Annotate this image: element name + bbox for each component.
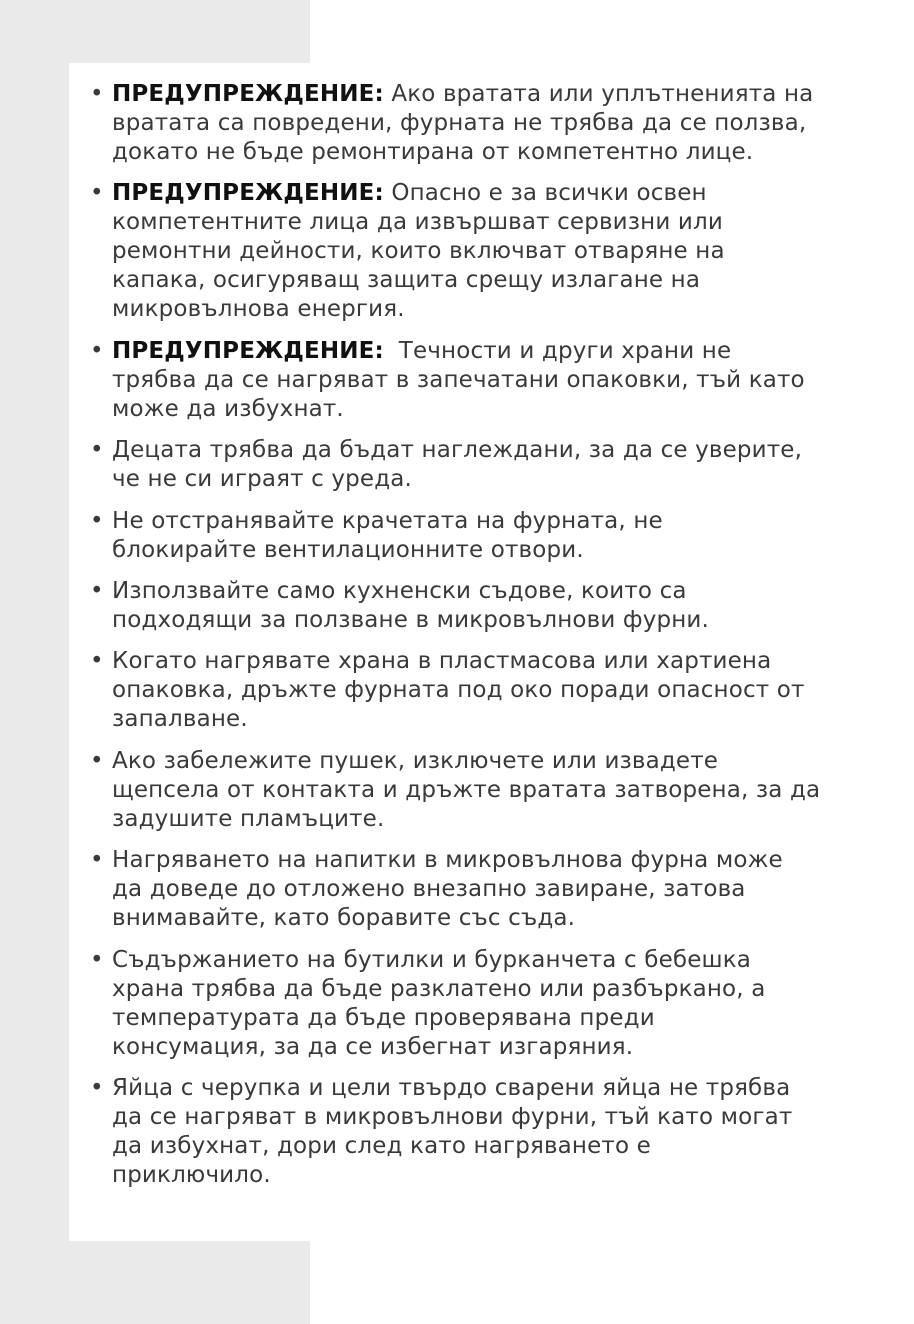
warning-text-line: Съдържанието на бутилки и бурканчета с бебешка <box>112 946 752 973</box>
warning-text-line: докато не бъде ремонтирана от компетентно лице. <box>112 139 754 165</box>
bullet-icon: • <box>90 747 104 774</box>
warning-label: ПРЕДУПРЕЖДЕНИЕ: <box>112 180 384 207</box>
warning-label: ПРЕДУПРЕЖДЕНИЕ: <box>112 337 384 364</box>
warning-text-line: Опасно е за всички освен <box>383 180 707 207</box>
warning-label: ПРЕДУПРЕЖДЕНИЕ: <box>112 81 384 107</box>
warning-item <box>90 1074 890 1190</box>
warning-text-line: приключило. <box>112 1161 271 1188</box>
bullet-icon: • <box>90 437 104 464</box>
warning-item <box>90 647 890 734</box>
warning-text-line: температурата да бъде проверявана преди <box>112 1004 655 1031</box>
bullet-icon: • <box>90 648 104 675</box>
warning-item <box>90 577 890 635</box>
warning-text-line: ремонтни дейности, които включват отваряне на <box>112 238 725 265</box>
warning-item <box>90 747 890 834</box>
warning-item <box>90 946 890 1062</box>
warning-text-line: Не отстранявайте крачетата на фурната, не <box>112 507 663 534</box>
bullet-icon: • <box>90 1074 104 1101</box>
warning-text-line: вратата са повредени, фурната не трябва да се ползва, <box>112 110 807 136</box>
warning-text-line: компетентните лица да извършват сервизни или <box>112 209 723 236</box>
warning-item <box>90 846 890 933</box>
warning-item <box>90 436 890 494</box>
warning-text-line: Ако забележите пушек, изключете или извадете <box>112 747 719 774</box>
warning-text-line: да доведе до отложено внезапно завиране, затова <box>112 876 746 903</box>
warning-text-line: Използвайте само кухненски съдове, които са <box>112 577 687 604</box>
bullet-icon: • <box>90 577 104 604</box>
warning-text-line: Яйца с черупка и цели твърдо сварени яйца не трябва <box>112 1074 791 1101</box>
warning-item <box>90 80 890 167</box>
warning-text-line: капака, осигуряващ защита срещу излагане на <box>112 267 701 294</box>
warning-text-line: Нагряването на напитки в микровълнова фурна може <box>112 847 783 874</box>
warning-text-line: Ако вратата или уплътненията на <box>383 81 814 107</box>
warning-text-line: може да избухнат. <box>112 395 344 422</box>
warning-text-line: консумация, за да се избегнат изгаряния. <box>112 1033 634 1060</box>
warning-text-line: блокирайте вентилационните отвори. <box>112 536 584 563</box>
warning-item <box>90 179 890 324</box>
warning-item <box>90 507 890 565</box>
warning-text-line: запалване. <box>112 706 248 733</box>
warning-text-line: микровълнова енергия. <box>112 296 405 323</box>
bullet-icon: • <box>90 507 104 534</box>
warning-text-line: задушите пламъците. <box>112 805 385 832</box>
warning-text-line: Децата трябва да бъдат наглеждани, за да се уверите, <box>112 437 803 464</box>
safety-warnings-list <box>90 80 890 1202</box>
warning-text-line: да избухнат, дори след като нагряването е <box>112 1132 651 1159</box>
warning-text-line: храна трябва да бъде разклатено или разбъркано, а <box>112 975 766 1002</box>
bullet-icon: • <box>90 847 104 874</box>
bullet-icon: • <box>90 946 104 973</box>
warning-text-line: внимавайте, като боравите със съда. <box>112 905 576 932</box>
bullet-icon: • <box>90 337 104 364</box>
warning-text-line: да се нагряват в микровълнови фурни, тъй като могат <box>112 1103 793 1130</box>
warning-text-line: Течности и други храни не <box>383 337 732 364</box>
warning-text-line: подходящи за ползване в микровълнови фурни. <box>112 606 709 633</box>
warning-text-line: опаковка, дръжте фурната под око поради опасност от <box>112 677 805 704</box>
bullet-icon: • <box>90 180 104 207</box>
warning-text-line: щепсела от контакта и дръжте вратата затворена, за да <box>112 776 821 803</box>
warning-text-line: трябва да се нагряват в запечатани опаковки, тъй като <box>112 366 805 393</box>
bullet-icon: • <box>90 81 104 107</box>
warning-item <box>90 337 890 424</box>
warning-text-line: Когато нагрявате храна в пластмасова или хартиена <box>112 648 772 675</box>
warning-text-line: че не си играят с уреда. <box>112 466 412 493</box>
